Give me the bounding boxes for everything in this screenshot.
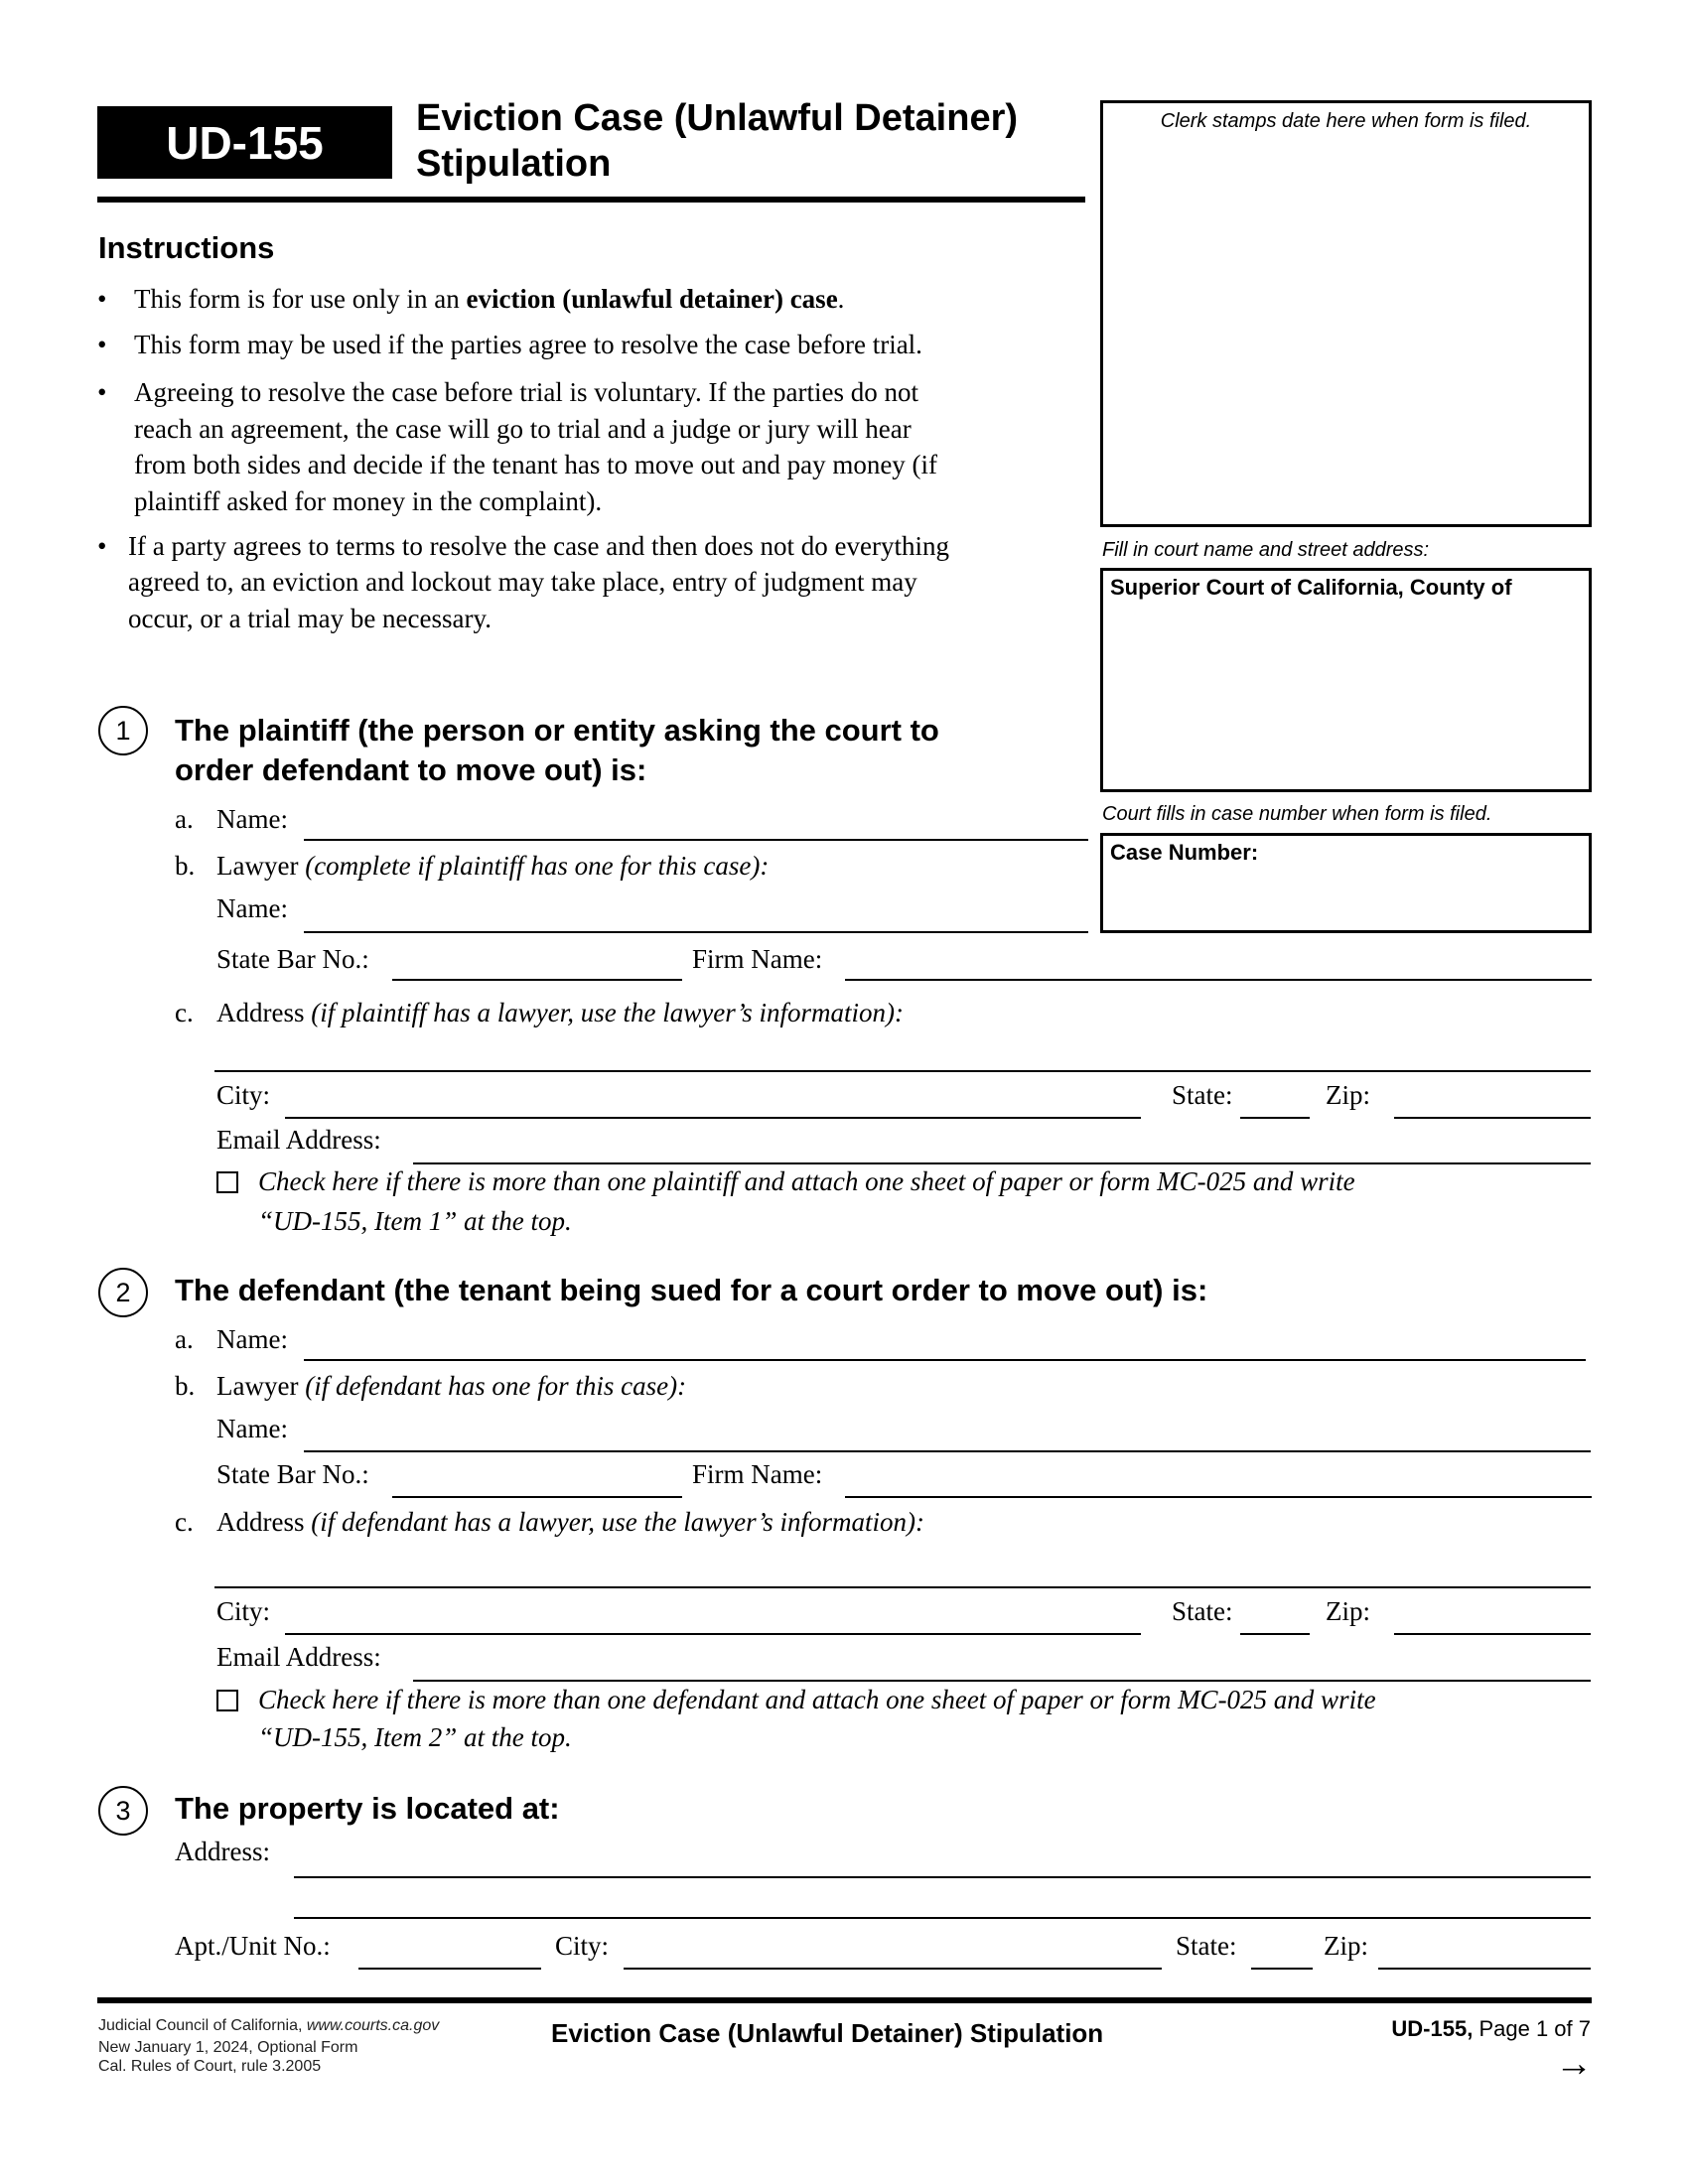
plaintiff-lawyer-name-field[interactable] [304, 931, 1088, 933]
plaintiff-city-field[interactable] [285, 1117, 1141, 1119]
instruction-bullet-4-line: occur, or a trial may be necessary. [128, 604, 492, 633]
clerk-stamp-label: Clerk stamps date here when form is filed. [1160, 110, 1532, 132]
footer-publisher: Judicial Council of California, www.courts.ca.gov [98, 2017, 440, 2034]
multiple-plaintiffs-checkbox[interactable] [216, 1171, 238, 1193]
plaintiff-state-label: State: [1172, 1080, 1233, 1110]
multiple-plaintiffs-text: Check here if there is more than one plaintiff and attach one sheet of paper or form MC-025 and write [258, 1166, 1355, 1196]
section3-heading: The property is located at: [175, 1791, 560, 1826]
defendant-state-bar-field[interactable] [392, 1496, 682, 1498]
footer-rule-ref: Cal. Rules of Court, rule 3.2005 [98, 2058, 322, 2075]
item-letter: c. [175, 998, 194, 1027]
plaintiff-firm-field[interactable] [845, 979, 1592, 981]
property-state-field[interactable] [1251, 1968, 1313, 1970]
instructions-heading: Instructions [98, 230, 275, 265]
defendant-email-field[interactable] [413, 1680, 1591, 1682]
defendant-zip-label: Zip: [1326, 1596, 1370, 1626]
court-name-box[interactable] [1100, 568, 1592, 792]
plaintiff-zip-label: Zip: [1326, 1080, 1370, 1110]
case-number-label: Case Number: [1110, 840, 1259, 865]
item-number-1: 1 [98, 706, 148, 755]
item-letter: b. [175, 851, 196, 881]
next-page-arrow-icon: → [1555, 2043, 1593, 2085]
defendant-lawyer-name-label: Name: [216, 1414, 288, 1443]
plaintiff-lawyer-name-label: Name: [216, 893, 288, 923]
court-box-instruction: Fill in court name and street address: [1102, 539, 1430, 561]
footer-title: Eviction Case (Unlawful Detainer) Stipulation [551, 2018, 1104, 2048]
section1-heading-line1: The plaintiff (the person or entity asking the court to [175, 713, 939, 748]
multiple-plaintiffs-text: “UD-155, Item 1” at the top. [258, 1206, 572, 1236]
form-id-badge [97, 106, 392, 179]
plaintiff-state-field[interactable] [1240, 1117, 1310, 1119]
property-city-label: City: [555, 1931, 610, 1961]
instruction-bullet-4-line: agreed to, an eviction and lockout may take place, entry of judgment may [128, 567, 917, 597]
defendant-lawyer-name-field[interactable] [304, 1450, 1591, 1452]
section2-heading: The defendant (the tenant being sued for a court order to move out) is: [175, 1273, 1208, 1307]
defendant-name-field[interactable] [304, 1359, 1586, 1361]
defendant-city-label: City: [216, 1596, 271, 1626]
property-apt-label: Apt./Unit No.: [175, 1931, 331, 1961]
form-title-line1: Eviction Case (Unlawful Detainer) [416, 97, 1019, 139]
instruction-bullet-1: This form is for use only in an eviction (unlawful detainer) case. [134, 284, 845, 314]
plaintiff-email-label: Email Address: [216, 1125, 381, 1155]
footer-rule [97, 1997, 1592, 2003]
defendant-lawyer-label: Lawyer (if defendant has one for this case): [216, 1371, 687, 1401]
defendant-firm-field[interactable] [845, 1496, 1592, 1498]
defendant-name-label: Name: [216, 1324, 288, 1354]
defendant-address-label: Address (if defendant has a lawyer, use the lawyer’s information): [216, 1507, 924, 1537]
court-name-label: Superior Court of California, County of [1110, 575, 1512, 600]
multiple-defendants-checkbox[interactable] [216, 1690, 238, 1711]
item-number-3: 3 [98, 1786, 148, 1836]
item-letter: b. [175, 1371, 196, 1401]
section1-heading-line2: order defendant to move out) is: [175, 752, 647, 787]
plaintiff-state-bar-field[interactable] [392, 979, 682, 981]
defendant-state-label: State: [1172, 1596, 1233, 1626]
plaintiff-state-bar-label: State Bar No.: [216, 944, 369, 974]
footer-page-info: UD-155, Page 1 of 7 [1391, 2016, 1591, 2041]
plaintiff-name-label: Name: [216, 804, 288, 834]
case-box-instruction: Court fills in case number when form is filed. [1102, 803, 1492, 825]
plaintiff-address-field[interactable] [214, 1070, 1591, 1072]
form-id: UD-155 [166, 116, 324, 169]
instruction-bullet-3-line: reach an agreement, the case will go to trial and a judge or jury will hear [134, 414, 912, 444]
property-city-field[interactable] [624, 1968, 1162, 1970]
clerk-stamp-box [1100, 100, 1592, 527]
plaintiff-firm-label: Firm Name: [692, 944, 823, 974]
bullet-icon: • [97, 284, 107, 314]
defendant-city-field[interactable] [285, 1633, 1141, 1635]
defendant-firm-label: Firm Name: [692, 1459, 823, 1489]
plaintiff-city-label: City: [216, 1080, 271, 1110]
defendant-zip-field[interactable] [1394, 1633, 1591, 1635]
bullet-icon: • [97, 377, 107, 407]
plaintiff-name-field[interactable] [304, 839, 1088, 841]
header-rule [97, 197, 1085, 203]
instruction-bullet-3-line: from both sides and decide if the tenant has to move out and pay money (if [134, 450, 938, 479]
defendant-email-label: Email Address: [216, 1642, 381, 1672]
defendant-address-field[interactable] [214, 1586, 1591, 1588]
property-zip-label: Zip: [1324, 1931, 1368, 1961]
item-letter: c. [175, 1507, 194, 1537]
plaintiff-email-field[interactable] [413, 1162, 1591, 1164]
plaintiff-address-label: Address (if plaintiff has a lawyer, use the lawyer’s information): [216, 998, 904, 1027]
instruction-bullet-3-line: plaintiff asked for money in the complaint). [134, 486, 603, 516]
bullet-icon: • [97, 330, 107, 359]
case-number-box[interactable] [1100, 833, 1592, 933]
multiple-defendants-text: “UD-155, Item 2” at the top. [258, 1722, 572, 1752]
instruction-bullet-3-line: Agreeing to resolve the case before trial is voluntary. If the parties do not [134, 377, 918, 407]
bullet-icon: • [97, 531, 107, 561]
defendant-state-bar-label: State Bar No.: [216, 1459, 369, 1489]
defendant-state-field[interactable] [1240, 1633, 1310, 1635]
property-address-label: Address: [175, 1837, 270, 1866]
property-apt-field[interactable] [358, 1968, 541, 1970]
instruction-bullet-2: This form may be used if the parties agree to resolve the case before trial. [134, 330, 922, 359]
item-letter: a. [175, 1324, 194, 1354]
property-address-field[interactable] [294, 1876, 1591, 1878]
footer-revision: New January 1, 2024, Optional Form [98, 2039, 358, 2056]
plaintiff-lawyer-label: Lawyer (complete if plaintiff has one for this case): [216, 851, 770, 881]
instruction-bullet-4-line: If a party agrees to terms to resolve the case and then does not do everything [128, 531, 949, 561]
multiple-defendants-text: Check here if there is more than one defendant and attach one sheet of paper or form MC-025 and write [258, 1685, 1376, 1714]
item-number-2: 2 [98, 1268, 148, 1317]
property-state-label: State: [1176, 1931, 1237, 1961]
property-address-field-2[interactable] [294, 1917, 1591, 1919]
plaintiff-zip-field[interactable] [1394, 1117, 1591, 1119]
form-title-line2: Stipulation [416, 143, 612, 185]
property-zip-field[interactable] [1378, 1968, 1591, 1970]
item-letter: a. [175, 804, 194, 834]
